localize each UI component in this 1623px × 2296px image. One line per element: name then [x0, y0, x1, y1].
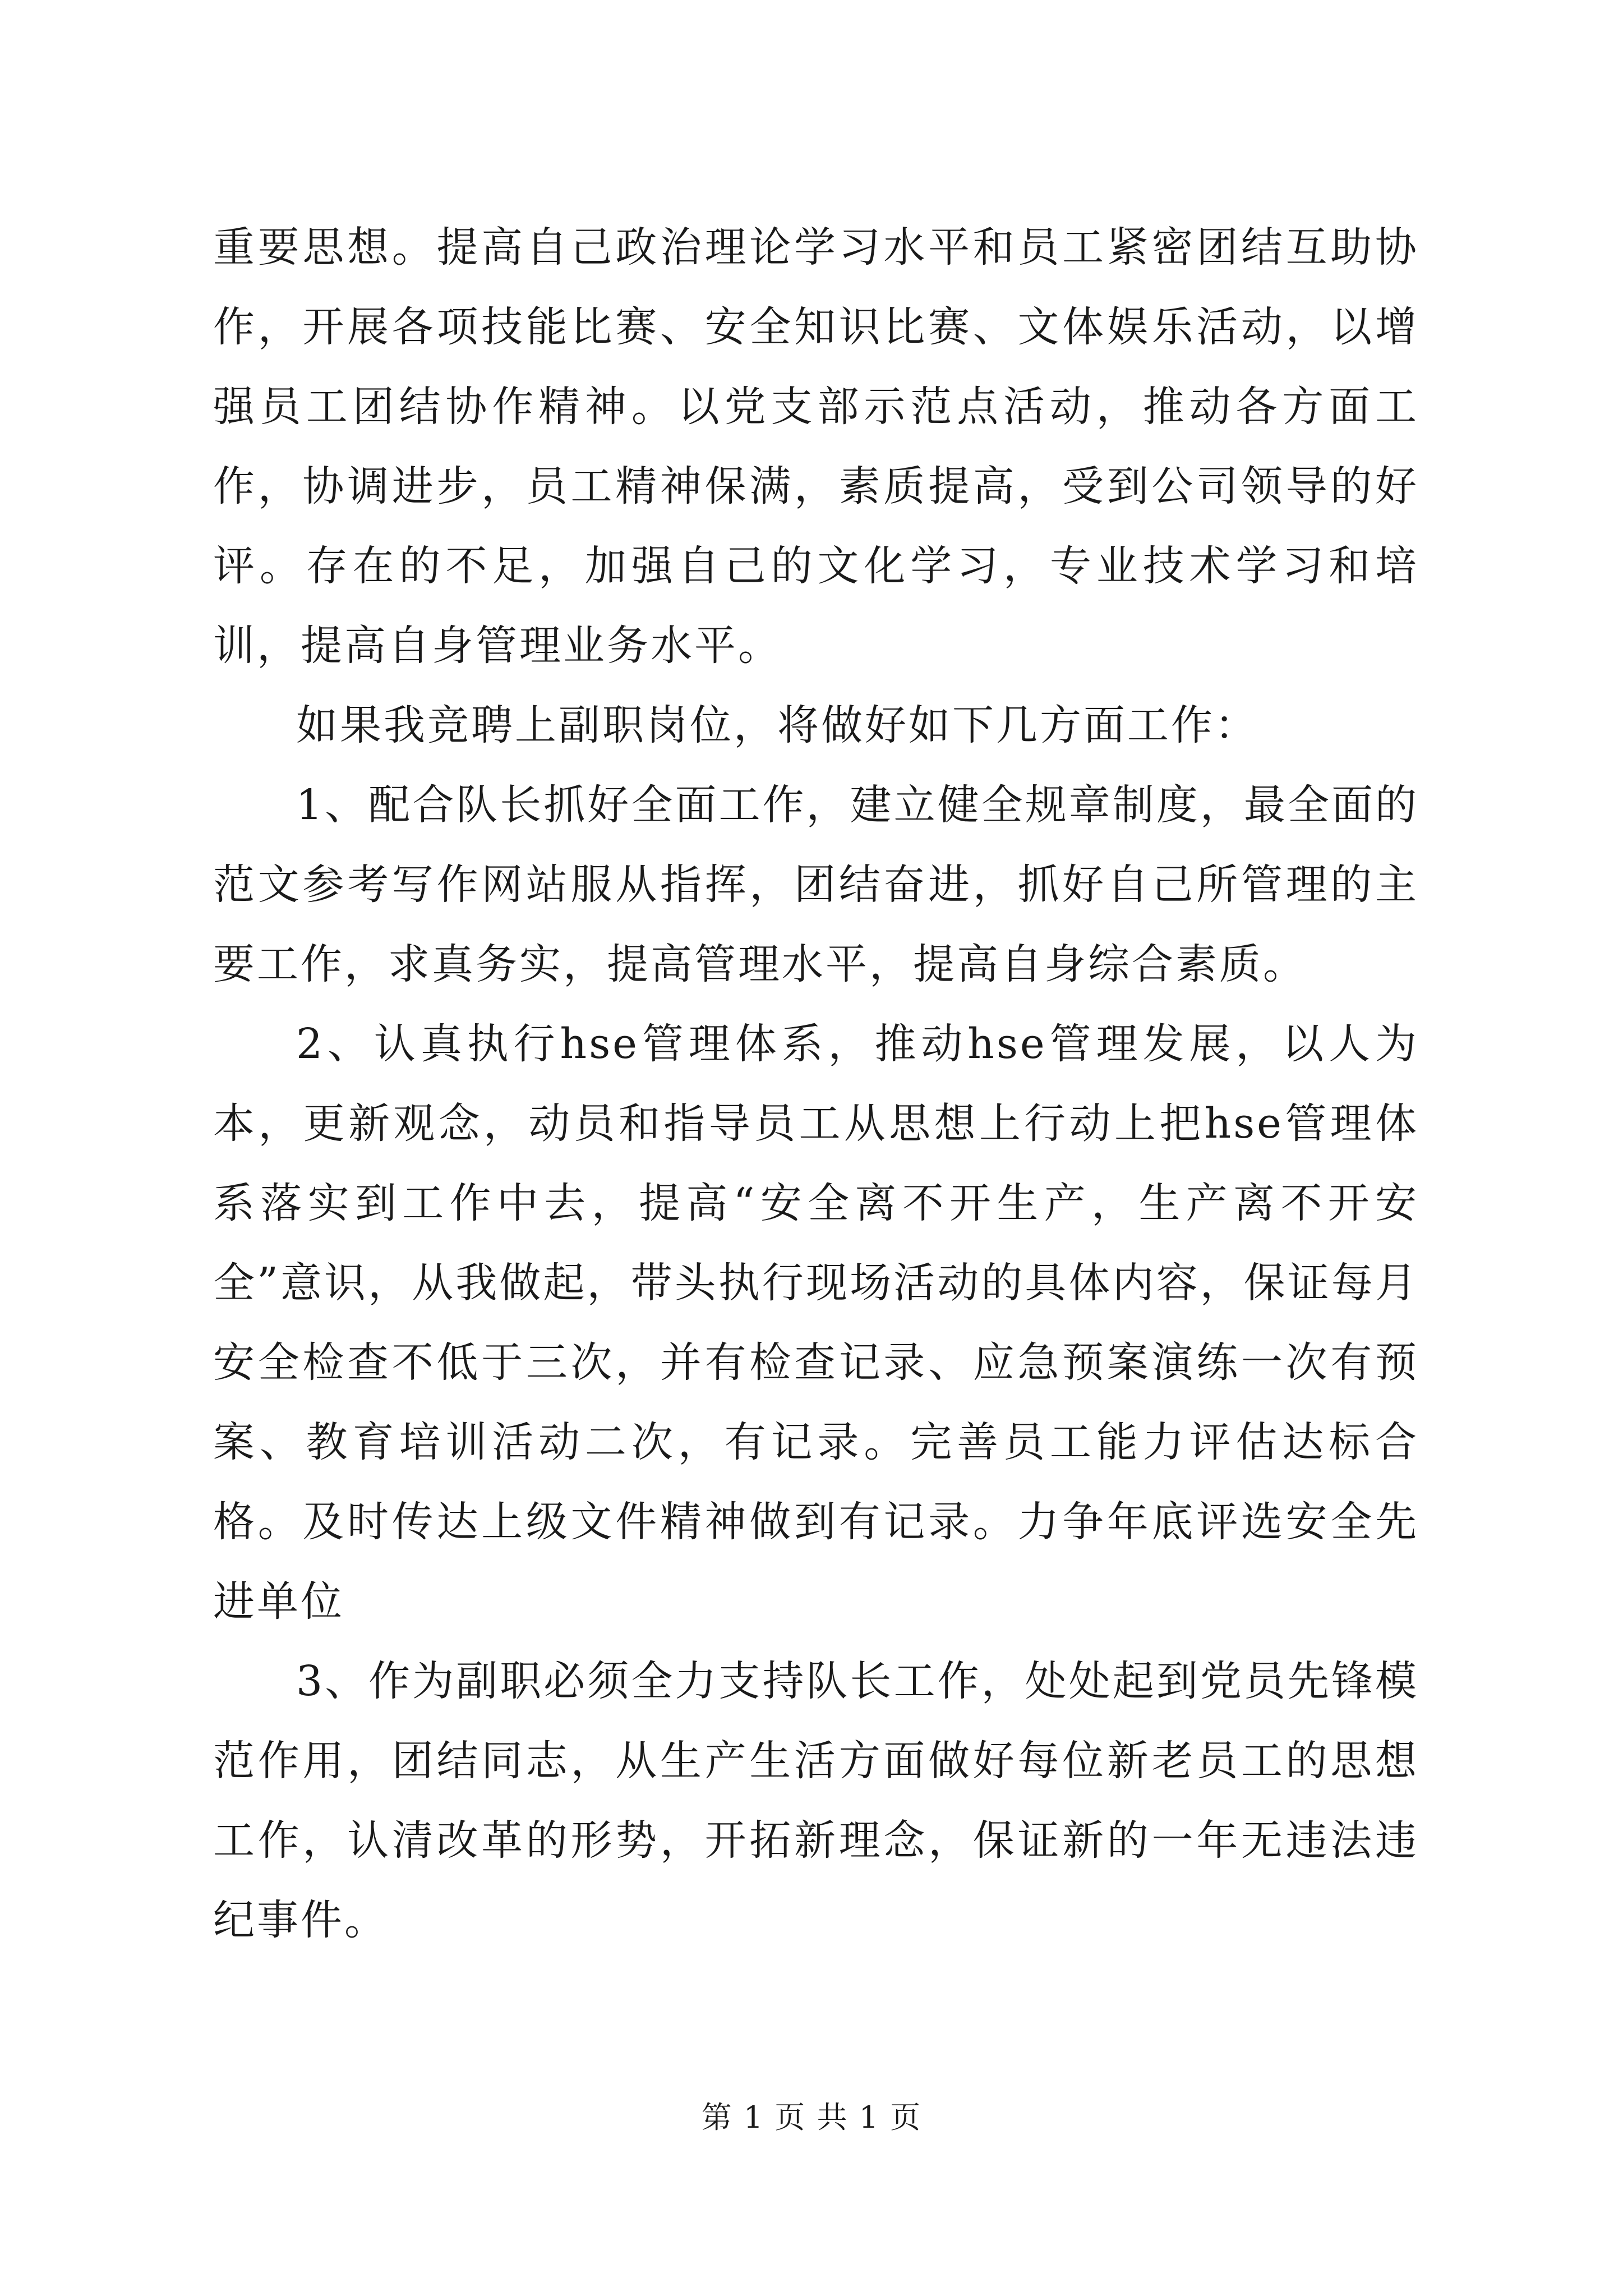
paragraph-item-3: 3、作为副职必须全力支持队长工作，处处起到党员先锋模范作用，团结同志，从生产生活方面做好每位新老员工的思想工作，认清改革的形势，开拓新理念，保证新的一年无违法违纪事件。	[213, 1657, 1419, 1944]
paragraph-item-2: 2、认真执行hse管理体系，推动hse管理发展，以人为本，更新观念，动员和指导员工从思想上行动上把hse管理体系落实到工作中去，提高“安全离不开生产，生产离不开安全”意识，从我做起，带头执行现场活动的具体内容，保证每月安全检查不低于三次，并有检查记录、应急预案演练一次有预案、教育培训活动二次，有记录。完善员工能力评估达标合格。及时传达上级文件精神做到有记录。力争年底评选安全先进单位	[213, 1020, 1419, 1626]
document-body	[213, 208, 1419, 1960]
paragraph-continuation: 重要思想。提高自己政治理论学习水平和员工紧密团结互助协作，开展各项技能比赛、安全知识比赛、文体娱乐活动，以增强员工团结协作精神。以党支部示范点活动，推动各方面工作，协调进步，员工精神保满，素质提高，受到公司领导的好评。存在的不足，加强自己的文化学习，专业技术学习和培训，提高自身管理业务水平。	[213, 223, 1419, 670]
paragraph-item-1: 1、配合队长抓好全面工作，建立健全规章制度，最全面的范文参考写作网站服从指挥，团结奋进，抓好自己所管理的主要工作，求真务实，提高管理水平，提高自身综合素质。	[213, 781, 1419, 988]
paragraph-intro: 如果我竞聘上副职岗位，将做好如下几方面工作：	[296, 701, 1258, 749]
page-footer: 第 1 页 共 1 页	[701, 2100, 922, 2135]
